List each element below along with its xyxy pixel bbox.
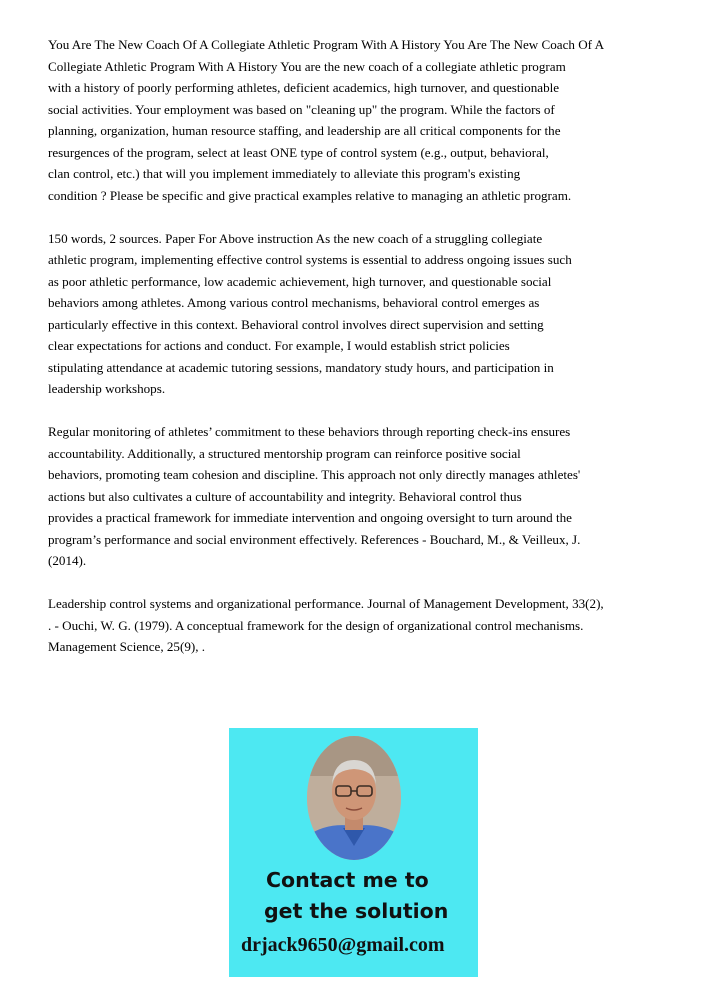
document-body bbox=[48, 34, 688, 679]
text-line: clear expectations for actions and conduct. For example, I would establish strict policies bbox=[48, 338, 510, 353]
text-line: leadership workshops. bbox=[48, 381, 166, 396]
text-line: (2014). bbox=[48, 553, 87, 568]
text-line: stipulating attendance at academic tutoring sessions, mandatory study hours, and participation in bbox=[48, 359, 554, 375]
text-line: . - Ouchi, W. G. (1979). A conceptual framework for the design of organizational control mechanisms. bbox=[48, 617, 584, 633]
text-line: as poor athletic performance, low academic achievement, high turnover, and questionable social bbox=[48, 273, 552, 289]
text-line: actions but also cultivates a culture of accountability and integrity. Behavioral control thus bbox=[48, 488, 522, 504]
text-line: accountability. Additionally, a structured mentorship program can reinforce positive social bbox=[48, 445, 521, 461]
text-line: Management Science, 25(9), . bbox=[48, 639, 206, 654]
text-line: condition ? Please be specific and give practical examples relative to managing an athletic program. bbox=[48, 187, 572, 203]
ad-email[interactable]: drjack9650@gmail.com bbox=[241, 934, 445, 956]
ad-solution-line: get the solution bbox=[264, 899, 449, 923]
paragraph-answer-body bbox=[48, 421, 688, 572]
text-line: planning, organization, human resource staffing, and leadership are all critical components for the bbox=[48, 123, 561, 138]
paragraph-references bbox=[48, 593, 688, 658]
text-line: social activities. Your employment was based on "cleaning up" the program. While the factors of bbox=[48, 101, 555, 117]
text-line: clan control, etc.) that will you implement immediately to alleviate this program's existing bbox=[48, 166, 521, 181]
text-line: resurgences of the program, select at least ONE type of control system (e.g., output, behavioral, bbox=[48, 144, 549, 160]
text-line: behaviors among athletes. Among various control mechanisms, behavioral control emerges as bbox=[48, 295, 540, 310]
text-line: program’s performance and social environment effectively. References - Bouchard, M., & Veilleux, J. bbox=[48, 531, 581, 547]
text-line: Collegiate Athletic Program With A History You are the new coach of a collegiate athletic program bbox=[48, 58, 566, 74]
paragraph-answer-intro bbox=[48, 228, 688, 400]
author-portrait bbox=[307, 736, 401, 860]
text-line: Regular monitoring of athletes’ commitment to these behaviors through reporting check-ins ensures bbox=[48, 424, 571, 439]
ad-contact-line: Contact me to bbox=[266, 868, 429, 892]
text-line: Leadership control systems and organizational performance. Journal of Management Development, 33(2), bbox=[48, 596, 604, 611]
text-line: provides a practical framework for immediate intervention and ongoing oversight to turn around the bbox=[48, 510, 572, 525]
text-line: athletic program, implementing effective control systems is essential to address ongoing issues such bbox=[48, 252, 572, 267]
paragraph-question bbox=[48, 34, 688, 206]
contact-ad-banner[interactable] bbox=[229, 728, 478, 977]
text-line: behaviors, promoting team cohesion and discipline. This approach not only directly manages athletes' bbox=[48, 467, 581, 482]
text-line: 150 words, 2 sources. Paper For Above instruction As the new coach of a struggling collegiate bbox=[48, 230, 543, 246]
text-line: particularly effective in this context. Behavioral control involves direct supervision and setting bbox=[48, 316, 544, 332]
text-line: with a history of poorly performing athletes, deficient academics, high turnover, and questionable bbox=[48, 80, 560, 95]
text-line: You Are The New Coach Of A Collegiate Athletic Program With A History You Are The New Coach Of A bbox=[48, 37, 605, 52]
portrait-illustration bbox=[307, 736, 401, 860]
